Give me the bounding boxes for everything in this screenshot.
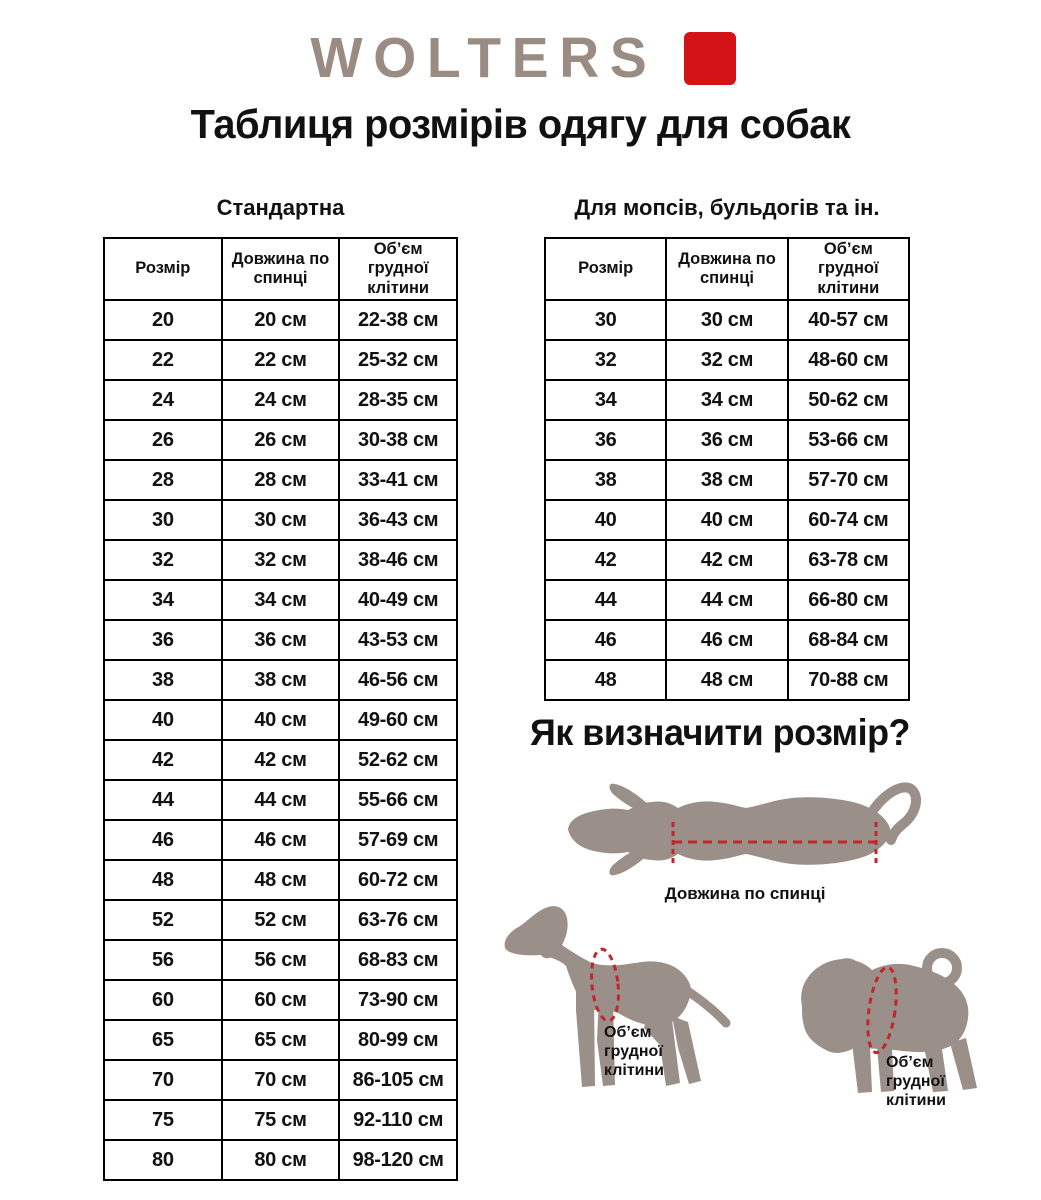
column-header: Розмір (104, 238, 222, 300)
table-cell: 33-41 см (339, 460, 457, 500)
table-cell: 48 (104, 860, 222, 900)
table-cell: 50-62 см (788, 380, 909, 420)
chest-label-standard: Об’єм грудної клітини (604, 1024, 664, 1079)
table-cell: 40 см (666, 500, 787, 540)
table-cell: 57-70 см (788, 460, 909, 500)
header-row (545, 238, 909, 300)
table-cell: 52-62 см (339, 740, 457, 780)
table-cell: 30 (545, 300, 666, 340)
column-header: Довжина по спинці (222, 238, 340, 300)
table-row (545, 340, 909, 380)
table-cell: 40 см (222, 700, 340, 740)
standard-size-table-container (103, 237, 458, 1181)
top-view-dog-illustration (560, 772, 930, 887)
table-cell: 24 (104, 380, 222, 420)
standard-dog-tail (686, 990, 726, 1023)
table-cell: 48 см (666, 660, 787, 700)
table-row (104, 860, 457, 900)
table-cell: 44 см (222, 780, 340, 820)
table-cell: 75 (104, 1100, 222, 1140)
table-cell: 70 см (222, 1060, 340, 1100)
table-cell: 22 см (222, 340, 340, 380)
standard-dog-front-leg-1 (576, 992, 595, 1087)
table-row (545, 460, 909, 500)
table-cell: 30 (104, 500, 222, 540)
table-cell: 92-110 см (339, 1100, 457, 1140)
table-cell: 36 см (222, 620, 340, 660)
table-row (104, 460, 457, 500)
table-row (104, 660, 457, 700)
table-cell: 44 (104, 780, 222, 820)
table-cell: 30-38 см (339, 420, 457, 460)
table-cell: 46 (545, 620, 666, 660)
pug-front-leg-1 (852, 1043, 872, 1093)
table-row (545, 580, 909, 620)
table-cell: 53-66 см (788, 420, 909, 460)
table-cell: 40-49 см (339, 580, 457, 620)
table-cell: 32 см (222, 540, 340, 580)
table-row (104, 380, 457, 420)
table-cell: 60-72 см (339, 860, 457, 900)
table-cell: 55-66 см (339, 780, 457, 820)
standard-size-table (103, 237, 458, 1181)
table-cell: 40-57 см (788, 300, 909, 340)
table-cell: 48 см (222, 860, 340, 900)
column-header: Об’єм грудної клітини (339, 238, 457, 300)
table-row (545, 660, 909, 700)
table-cell: 73-90 см (339, 980, 457, 1020)
table-row (104, 340, 457, 380)
table-cell: 28-35 см (339, 380, 457, 420)
table-cell: 36 см (666, 420, 787, 460)
table-row (104, 580, 457, 620)
table-cell: 22 (104, 340, 222, 380)
brand-logo-text: WOLTERS (309, 26, 658, 90)
table-cell: 46 (104, 820, 222, 860)
pugs-size-table (544, 237, 910, 701)
top-view-dog-body (568, 797, 890, 865)
table-cell: 44 см (666, 580, 787, 620)
table-cell: 24 см (222, 380, 340, 420)
back-length-label: Довжина по спинці (664, 884, 826, 903)
table-cell: 65 (104, 1020, 222, 1060)
table-cell: 28 см (222, 460, 340, 500)
table-cell: 25-32 см (339, 340, 457, 380)
table-cell: 57-69 см (339, 820, 457, 860)
table-row (545, 380, 909, 420)
table-row (104, 700, 457, 740)
table-cell: 44 (545, 580, 666, 620)
table-row (104, 420, 457, 460)
table-cell: 86-105 см (339, 1060, 457, 1100)
table-cell: 42 см (222, 740, 340, 780)
table-cell: 80 (104, 1140, 222, 1180)
table-cell: 38-46 см (339, 540, 457, 580)
brand-logo (0, 26, 1041, 90)
table-row (104, 1020, 457, 1060)
table-cell: 22-38 см (339, 300, 457, 340)
table-cell: 32 (104, 540, 222, 580)
table-cell: 70 (104, 1060, 222, 1100)
brand-red-square-icon (684, 32, 736, 85)
table-cell: 36-43 см (339, 500, 457, 540)
table-row (545, 420, 909, 460)
column-header: Довжина по спинці (666, 238, 787, 300)
table-cell: 70-88 см (788, 660, 909, 700)
table-cell: 32 (545, 340, 666, 380)
table-cell: 42 (104, 740, 222, 780)
table-row (545, 500, 909, 540)
chest-label-pug: Об’єм грудної клітини (886, 1054, 946, 1109)
table-cell: 52 см (222, 900, 340, 940)
table-row (104, 980, 457, 1020)
table-cell: 60 см (222, 980, 340, 1020)
table-cell: 38 см (666, 460, 787, 500)
pugs-size-table-container (544, 237, 910, 701)
table-cell: 46 см (222, 820, 340, 860)
table-cell: 49-60 см (339, 700, 457, 740)
column-header: Об’єм грудної клітини (788, 238, 909, 300)
table-cell: 38 (545, 460, 666, 500)
table-row (104, 500, 457, 540)
table-cell: 48-60 см (788, 340, 909, 380)
table-row (545, 300, 909, 340)
table-cell: 56 (104, 940, 222, 980)
table-cell: 20 см (222, 300, 340, 340)
table-cell: 63-78 см (788, 540, 909, 580)
table-cell: 46-56 см (339, 660, 457, 700)
table-row (104, 540, 457, 580)
table-cell: 43-53 см (339, 620, 457, 660)
table-cell: 26 (104, 420, 222, 460)
table-cell: 60 (104, 980, 222, 1020)
table-cell: 36 (545, 420, 666, 460)
table-cell: 38 (104, 660, 222, 700)
table-cell: 34 см (222, 580, 340, 620)
table-cell: 46 см (666, 620, 787, 660)
table-row (104, 1100, 457, 1140)
table-cell: 30 см (666, 300, 787, 340)
table-cell: 38 см (222, 660, 340, 700)
standard-table-caption: Стандартна (216, 195, 345, 220)
table-row (104, 300, 457, 340)
table-cell: 98-120 см (339, 1140, 457, 1180)
pug-body (801, 959, 968, 1053)
table-cell: 34 (545, 380, 666, 420)
table-cell: 63-76 см (339, 900, 457, 940)
table-row (104, 620, 457, 660)
table-cell: 34 (104, 580, 222, 620)
table-cell: 28 (104, 460, 222, 500)
table-cell: 40 (545, 500, 666, 540)
top-view-dog-ear-top (609, 784, 652, 812)
table-cell: 66-80 см (788, 580, 909, 620)
table-cell: 80 см (222, 1140, 340, 1180)
table-cell: 65 см (222, 1020, 340, 1060)
table-cell: 68-83 см (339, 940, 457, 980)
table-cell: 56 см (222, 940, 340, 980)
table-cell: 68-84 см (788, 620, 909, 660)
table-row (104, 780, 457, 820)
table-cell: 36 (104, 620, 222, 660)
table-cell: 34 см (666, 380, 787, 420)
table-row (104, 1140, 457, 1180)
table-row (104, 740, 457, 780)
table-cell: 48 (545, 660, 666, 700)
table-cell: 26 см (222, 420, 340, 460)
table-row (104, 940, 457, 980)
page-title: Таблиця розмірів одягу для собак (190, 101, 851, 147)
table-cell: 80-99 см (339, 1020, 457, 1060)
table-row (545, 620, 909, 660)
table-cell: 60-74 см (788, 500, 909, 540)
table-cell: 42 (545, 540, 666, 580)
pugs-table-caption: Для мопсів, бульдогів та ін. (574, 195, 880, 220)
table-cell: 75 см (222, 1100, 340, 1140)
column-header: Розмір (545, 238, 666, 300)
guide-title: Як визначити розмір? (530, 712, 910, 753)
table-cell: 20 (104, 300, 222, 340)
table-cell: 42 см (666, 540, 787, 580)
table-cell: 32 см (666, 340, 787, 380)
table-cell: 40 (104, 700, 222, 740)
table-row (545, 540, 909, 580)
header-row (104, 238, 457, 300)
table-row (104, 900, 457, 940)
table-row (104, 820, 457, 860)
table-cell: 52 (104, 900, 222, 940)
table-row (104, 1060, 457, 1100)
table-cell: 30 см (222, 500, 340, 540)
